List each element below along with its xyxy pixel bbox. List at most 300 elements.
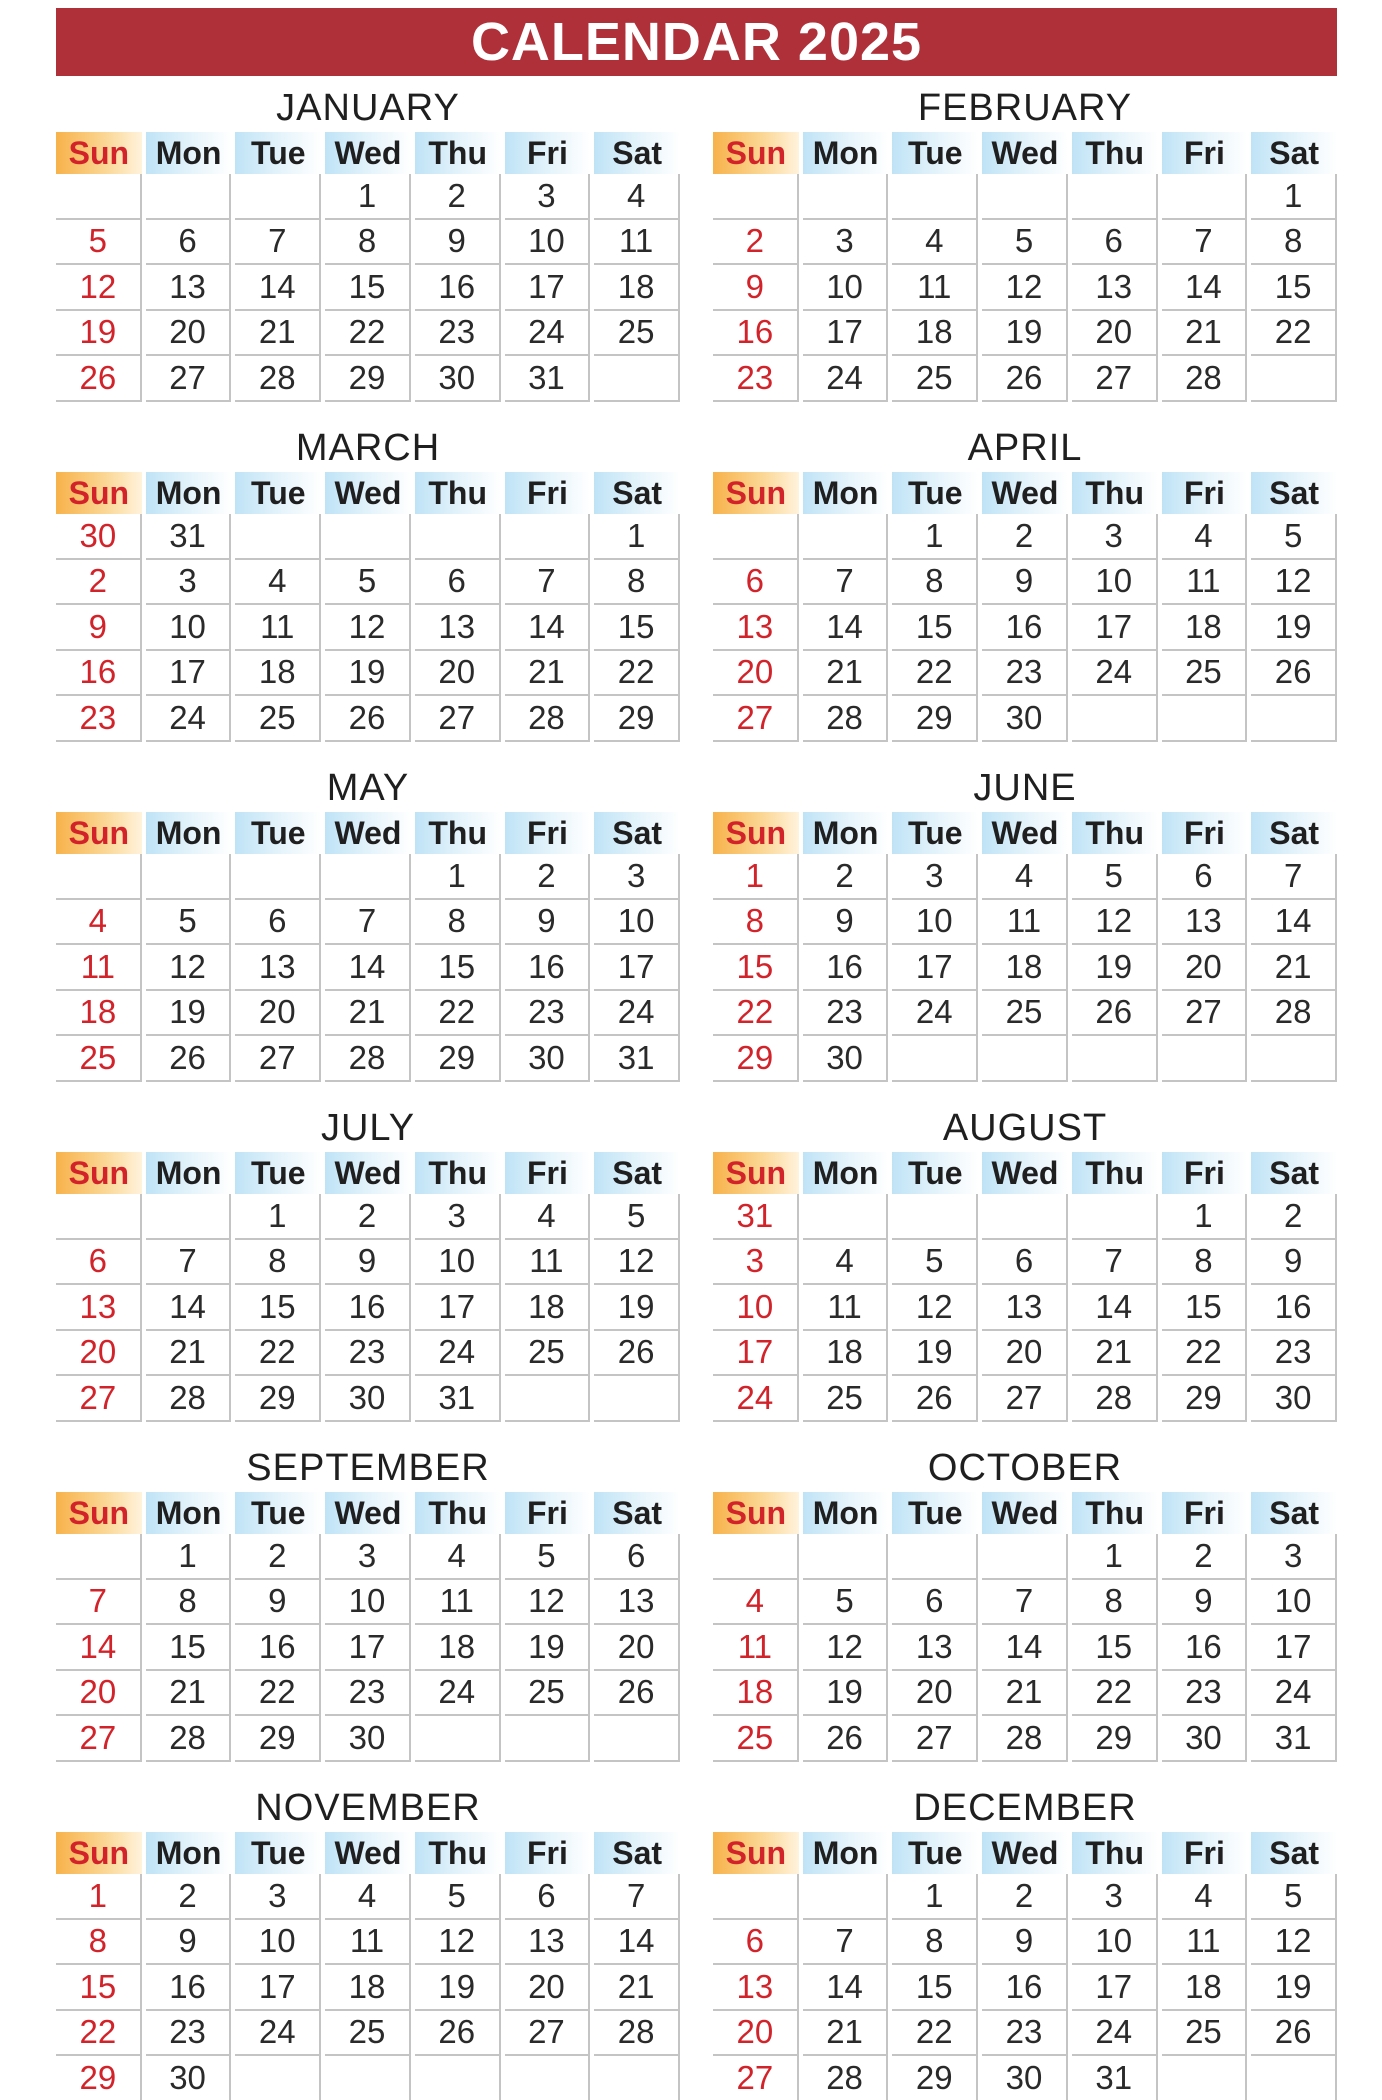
day-cell: 14 <box>235 265 321 311</box>
day-cell: 7 <box>325 900 411 946</box>
day-cell: 15 <box>892 1965 978 2011</box>
day-cell <box>415 2056 501 2100</box>
weekday-header-sat: Sat <box>1251 1152 1337 1194</box>
day-cell: 5 <box>325 560 411 606</box>
day-cell: 5 <box>1251 1874 1337 1920</box>
day-cell: 19 <box>56 311 142 357</box>
weekday-header-thu: Thu <box>415 472 501 514</box>
day-cell: 15 <box>235 1285 321 1331</box>
weekday-header-thu: Thu <box>1072 1832 1158 1874</box>
weekday-header-fri: Fri <box>505 1152 591 1194</box>
day-cell: 12 <box>892 1285 978 1331</box>
day-cell: 25 <box>1162 2011 1248 2057</box>
month-january <box>56 86 680 426</box>
day-cell: 11 <box>325 1920 411 1966</box>
day-cell <box>1072 696 1158 742</box>
day-cell: 9 <box>325 1240 411 1286</box>
day-cell: 24 <box>415 1331 501 1377</box>
week-row <box>56 1920 680 1966</box>
day-cell: 3 <box>1251 1534 1337 1580</box>
week-row <box>56 1194 680 1240</box>
day-cell: 7 <box>1072 1240 1158 1286</box>
weekday-header-sun: Sun <box>56 472 142 514</box>
day-cell: 3 <box>235 1874 321 1920</box>
day-cell: 19 <box>1072 945 1158 991</box>
day-cell: 18 <box>892 311 978 357</box>
week-row <box>713 265 1337 311</box>
day-cell: 25 <box>594 311 680 357</box>
day-cell: 19 <box>505 1625 591 1671</box>
week-row <box>56 1240 680 1286</box>
day-cell: 16 <box>982 1965 1068 2011</box>
week-row <box>56 1534 680 1580</box>
day-cell <box>1251 2056 1337 2100</box>
weekday-header-sun: Sun <box>56 132 142 174</box>
day-cell: 27 <box>505 2011 591 2057</box>
day-cell: 21 <box>1162 311 1248 357</box>
weekday-header-tue: Tue <box>892 1492 978 1534</box>
weekday-header-row <box>56 1152 680 1194</box>
day-cell <box>713 1874 799 1920</box>
day-cell: 24 <box>235 2011 321 2057</box>
day-cell: 12 <box>415 1920 501 1966</box>
day-cell: 23 <box>1162 1671 1248 1717</box>
day-cell: 24 <box>146 696 232 742</box>
week-row <box>713 1874 1337 1920</box>
day-cell: 16 <box>713 311 799 357</box>
day-cell: 8 <box>415 900 501 946</box>
day-cell: 26 <box>892 1376 978 1422</box>
day-cell: 20 <box>1162 945 1248 991</box>
day-cell: 8 <box>594 560 680 606</box>
day-cell: 11 <box>56 945 142 991</box>
day-cell: 10 <box>325 1580 411 1626</box>
month-october <box>713 1446 1337 1786</box>
day-cell: 26 <box>415 2011 501 2057</box>
weekday-header-thu: Thu <box>415 812 501 854</box>
weekday-header-tue: Tue <box>892 132 978 174</box>
day-cell: 16 <box>146 1965 232 2011</box>
day-cell: 5 <box>505 1534 591 1580</box>
week-row <box>56 1376 680 1422</box>
day-cell: 16 <box>982 605 1068 651</box>
day-cell: 29 <box>713 1036 799 1082</box>
day-cell: 19 <box>146 991 232 1037</box>
day-cell: 22 <box>235 1671 321 1717</box>
day-cell: 9 <box>1162 1580 1248 1626</box>
day-cell: 17 <box>713 1331 799 1377</box>
weekday-header-sun: Sun <box>713 1832 799 1874</box>
weekday-header-tue: Tue <box>892 812 978 854</box>
day-cell: 16 <box>56 651 142 697</box>
day-cell: 28 <box>1162 356 1248 402</box>
day-cell: 23 <box>325 1331 411 1377</box>
week-row <box>713 1534 1337 1580</box>
weekday-header-mon: Mon <box>803 1152 889 1194</box>
weekday-header-sat: Sat <box>594 1152 680 1194</box>
day-cell: 7 <box>803 1920 889 1966</box>
day-cell: 19 <box>1251 1965 1337 2011</box>
week-row <box>56 1671 680 1717</box>
day-cell: 20 <box>505 1965 591 2011</box>
day-cell: 4 <box>713 1580 799 1626</box>
weekday-header-sat: Sat <box>594 1832 680 1874</box>
day-cell: 4 <box>982 854 1068 900</box>
day-cell: 8 <box>1251 220 1337 266</box>
day-cell: 27 <box>892 1716 978 1762</box>
day-cell: 30 <box>1251 1376 1337 1422</box>
day-cell: 17 <box>892 945 978 991</box>
day-cell: 21 <box>982 1671 1068 1717</box>
day-cell <box>235 854 321 900</box>
day-cell <box>325 854 411 900</box>
day-cell: 2 <box>982 514 1068 560</box>
months-grid <box>56 86 1337 2100</box>
day-cell: 19 <box>1251 605 1337 651</box>
day-cell: 17 <box>415 1285 501 1331</box>
weekday-header-row <box>713 1832 1337 1874</box>
day-cell: 26 <box>146 1036 232 1082</box>
month-august <box>713 1106 1337 1446</box>
day-cell: 13 <box>1072 265 1158 311</box>
weekday-header-sat: Sat <box>594 472 680 514</box>
day-cell: 18 <box>56 991 142 1037</box>
day-cell: 15 <box>146 1625 232 1671</box>
day-cell: 31 <box>146 514 232 560</box>
day-cell: 4 <box>415 1534 501 1580</box>
day-cell: 4 <box>803 1240 889 1286</box>
day-cell <box>892 174 978 220</box>
weeks <box>713 854 1337 1082</box>
day-cell: 20 <box>56 1671 142 1717</box>
day-cell: 23 <box>1251 1331 1337 1377</box>
day-cell <box>803 1534 889 1580</box>
day-cell: 2 <box>325 1194 411 1240</box>
day-cell <box>1251 696 1337 742</box>
day-cell <box>892 1036 978 1082</box>
weekday-header-sun: Sun <box>713 132 799 174</box>
day-cell: 25 <box>505 1331 591 1377</box>
day-cell: 17 <box>235 1965 321 2011</box>
day-cell <box>982 1534 1068 1580</box>
day-cell: 20 <box>56 1331 142 1377</box>
day-cell: 7 <box>1251 854 1337 900</box>
day-cell: 21 <box>146 1331 232 1377</box>
day-cell: 24 <box>594 991 680 1037</box>
week-row <box>56 265 680 311</box>
day-cell: 17 <box>325 1625 411 1671</box>
day-cell: 5 <box>56 220 142 266</box>
day-cell <box>325 514 411 560</box>
day-cell: 2 <box>56 560 142 606</box>
day-cell <box>415 514 501 560</box>
day-cell: 18 <box>803 1331 889 1377</box>
day-cell <box>56 1534 142 1580</box>
weeks <box>713 1534 1337 1762</box>
day-cell: 12 <box>505 1580 591 1626</box>
day-cell: 13 <box>415 605 501 651</box>
weekday-header-fri: Fri <box>1162 1152 1248 1194</box>
day-cell: 28 <box>146 1376 232 1422</box>
week-row <box>713 560 1337 606</box>
day-cell <box>1162 2056 1248 2100</box>
week-row <box>56 854 680 900</box>
day-cell <box>982 1036 1068 1082</box>
day-cell: 15 <box>594 605 680 651</box>
weekday-header-sat: Sat <box>1251 1492 1337 1534</box>
weekday-header-sat: Sat <box>594 1492 680 1534</box>
weekday-header-sat: Sat <box>1251 1832 1337 1874</box>
day-cell: 23 <box>415 311 501 357</box>
day-cell: 11 <box>1162 560 1248 606</box>
day-cell <box>594 1716 680 1762</box>
day-cell: 26 <box>1072 991 1158 1037</box>
day-cell: 26 <box>1251 651 1337 697</box>
day-cell: 24 <box>1072 651 1158 697</box>
weekday-header-fri: Fri <box>1162 812 1248 854</box>
month-name: OCTOBER <box>927 1447 1123 1489</box>
day-cell: 29 <box>56 2056 142 2100</box>
day-cell: 16 <box>803 945 889 991</box>
day-cell: 3 <box>594 854 680 900</box>
day-cell: 16 <box>325 1285 411 1331</box>
weeks <box>56 514 680 742</box>
day-cell: 26 <box>594 1671 680 1717</box>
day-cell: 23 <box>146 2011 232 2057</box>
day-cell: 14 <box>146 1285 232 1331</box>
day-cell: 22 <box>713 991 799 1037</box>
week-row <box>56 174 680 220</box>
week-row <box>56 356 680 402</box>
day-cell: 6 <box>594 1534 680 1580</box>
day-cell: 5 <box>594 1194 680 1240</box>
day-cell: 17 <box>505 265 591 311</box>
weekday-header-fri: Fri <box>1162 472 1248 514</box>
month-name: APRIL <box>967 427 1083 469</box>
week-row <box>713 1285 1337 1331</box>
day-cell <box>892 1194 978 1240</box>
week-row <box>713 1920 1337 1966</box>
day-cell: 11 <box>505 1240 591 1286</box>
weeks <box>56 1874 680 2100</box>
day-cell: 12 <box>325 605 411 651</box>
day-cell: 29 <box>415 1036 501 1082</box>
day-cell: 27 <box>982 1376 1068 1422</box>
weekday-header-row <box>56 132 680 174</box>
day-cell: 6 <box>713 560 799 606</box>
day-cell: 8 <box>1072 1580 1158 1626</box>
month-name: FEBRUARY <box>917 87 1133 129</box>
day-cell: 2 <box>415 174 501 220</box>
month-name: JULY <box>320 1107 416 1149</box>
weekday-header-thu: Thu <box>415 1832 501 1874</box>
day-cell: 30 <box>325 1376 411 1422</box>
weekday-header-mon: Mon <box>146 1152 232 1194</box>
week-row <box>56 1285 680 1331</box>
day-cell: 24 <box>892 991 978 1037</box>
weekday-header-row <box>713 132 1337 174</box>
day-cell: 6 <box>713 1920 799 1966</box>
day-cell: 19 <box>325 651 411 697</box>
day-cell: 6 <box>982 1240 1068 1286</box>
day-cell: 3 <box>146 560 232 606</box>
day-cell: 22 <box>594 651 680 697</box>
week-row <box>713 1716 1337 1762</box>
week-row <box>56 945 680 991</box>
day-cell: 8 <box>713 900 799 946</box>
day-cell: 5 <box>803 1580 889 1626</box>
day-cell: 13 <box>56 1285 142 1331</box>
day-cell: 27 <box>1162 991 1248 1037</box>
day-cell: 4 <box>505 1194 591 1240</box>
day-cell: 27 <box>1072 356 1158 402</box>
weekday-header-mon: Mon <box>803 1832 889 1874</box>
day-cell: 9 <box>415 220 501 266</box>
day-cell <box>56 854 142 900</box>
day-cell: 22 <box>325 311 411 357</box>
month-name: SEPTEMBER <box>246 1447 490 1489</box>
day-cell: 14 <box>1162 265 1248 311</box>
day-cell: 21 <box>803 651 889 697</box>
day-cell: 20 <box>982 1331 1068 1377</box>
weekday-header-wed: Wed <box>325 1152 411 1194</box>
day-cell: 9 <box>982 1920 1068 1966</box>
weeks <box>56 1534 680 1762</box>
day-cell <box>505 514 591 560</box>
day-cell: 13 <box>235 945 321 991</box>
day-cell: 23 <box>56 696 142 742</box>
day-cell: 28 <box>594 2011 680 2057</box>
day-cell: 25 <box>892 356 978 402</box>
day-cell <box>1251 1036 1337 1082</box>
day-cell: 18 <box>235 651 321 697</box>
day-cell: 1 <box>1162 1194 1248 1240</box>
day-cell: 5 <box>892 1240 978 1286</box>
day-cell <box>982 174 1068 220</box>
day-cell: 16 <box>505 945 591 991</box>
day-cell: 22 <box>892 2011 978 2057</box>
day-cell: 14 <box>803 1965 889 2011</box>
day-cell: 3 <box>713 1240 799 1286</box>
day-cell: 23 <box>325 1671 411 1717</box>
day-cell: 4 <box>56 900 142 946</box>
day-cell: 30 <box>803 1036 889 1082</box>
day-cell: 26 <box>56 356 142 402</box>
weekday-header-tue: Tue <box>235 1832 321 1874</box>
day-cell: 18 <box>594 265 680 311</box>
week-row <box>56 991 680 1037</box>
day-cell: 22 <box>56 2011 142 2057</box>
weekday-header-sun: Sun <box>56 812 142 854</box>
day-cell: 28 <box>1251 991 1337 1037</box>
day-cell: 30 <box>325 1716 411 1762</box>
day-cell: 10 <box>892 900 978 946</box>
weeks <box>713 1874 1337 2100</box>
day-cell: 18 <box>1162 605 1248 651</box>
calendar-title: CALENDAR 2025 <box>56 8 1337 76</box>
weekday-header-mon: Mon <box>803 812 889 854</box>
day-cell: 6 <box>892 1580 978 1626</box>
day-cell: 17 <box>1251 1625 1337 1671</box>
day-cell: 10 <box>594 900 680 946</box>
week-row <box>713 1671 1337 1717</box>
weekday-header-thu: Thu <box>415 1152 501 1194</box>
day-cell: 11 <box>892 265 978 311</box>
week-row <box>56 514 680 560</box>
day-cell: 22 <box>1072 1671 1158 1717</box>
day-cell: 11 <box>415 1580 501 1626</box>
day-cell: 14 <box>325 945 411 991</box>
month-name: DECEMBER <box>913 1787 1137 1829</box>
day-cell: 15 <box>1072 1625 1158 1671</box>
day-cell: 7 <box>235 220 321 266</box>
day-cell: 14 <box>803 605 889 651</box>
day-cell: 30 <box>1162 1716 1248 1762</box>
day-cell: 28 <box>803 696 889 742</box>
weekday-header-fri: Fri <box>505 1832 591 1874</box>
day-cell: 12 <box>146 945 232 991</box>
weeks <box>56 1194 680 1422</box>
weekday-header-thu: Thu <box>1072 812 1158 854</box>
day-cell: 7 <box>505 560 591 606</box>
day-cell: 9 <box>146 1920 232 1966</box>
day-cell: 15 <box>325 265 411 311</box>
month-name: JUNE <box>973 767 1077 809</box>
day-cell: 15 <box>892 605 978 651</box>
weekday-header-sat: Sat <box>1251 812 1337 854</box>
day-cell: 25 <box>56 1036 142 1082</box>
week-row <box>713 1965 1337 2011</box>
day-cell: 6 <box>56 1240 142 1286</box>
day-cell: 15 <box>415 945 501 991</box>
weekday-header-tue: Tue <box>892 1152 978 1194</box>
month-may <box>56 766 680 1106</box>
day-cell: 21 <box>1251 945 1337 991</box>
day-cell: 21 <box>146 1671 232 1717</box>
week-row <box>56 900 680 946</box>
day-cell: 14 <box>505 605 591 651</box>
day-cell: 11 <box>235 605 321 651</box>
day-cell: 3 <box>892 854 978 900</box>
day-cell: 16 <box>415 265 501 311</box>
day-cell: 12 <box>1251 1920 1337 1966</box>
weekday-header-wed: Wed <box>982 812 1068 854</box>
day-cell: 16 <box>235 1625 321 1671</box>
day-cell: 20 <box>1072 311 1158 357</box>
weekday-header-wed: Wed <box>982 1832 1068 1874</box>
month-name: AUGUST <box>942 1107 1108 1149</box>
day-cell: 19 <box>594 1285 680 1331</box>
day-cell: 4 <box>1162 514 1248 560</box>
day-cell: 1 <box>892 1874 978 1920</box>
day-cell: 12 <box>1072 900 1158 946</box>
day-cell: 14 <box>594 1920 680 1966</box>
month-march <box>56 426 680 766</box>
weekday-header-wed: Wed <box>325 812 411 854</box>
weekday-header-thu: Thu <box>1072 1492 1158 1534</box>
day-cell: 30 <box>982 696 1068 742</box>
day-cell: 10 <box>1072 560 1158 606</box>
day-cell: 26 <box>1251 2011 1337 2057</box>
day-cell: 20 <box>594 1625 680 1671</box>
day-cell: 14 <box>982 1625 1068 1671</box>
weeks <box>713 514 1337 742</box>
weekday-header-wed: Wed <box>982 472 1068 514</box>
day-cell: 19 <box>803 1671 889 1717</box>
day-cell: 12 <box>594 1240 680 1286</box>
weekday-header-sun: Sun <box>713 812 799 854</box>
day-cell: 10 <box>235 1920 321 1966</box>
